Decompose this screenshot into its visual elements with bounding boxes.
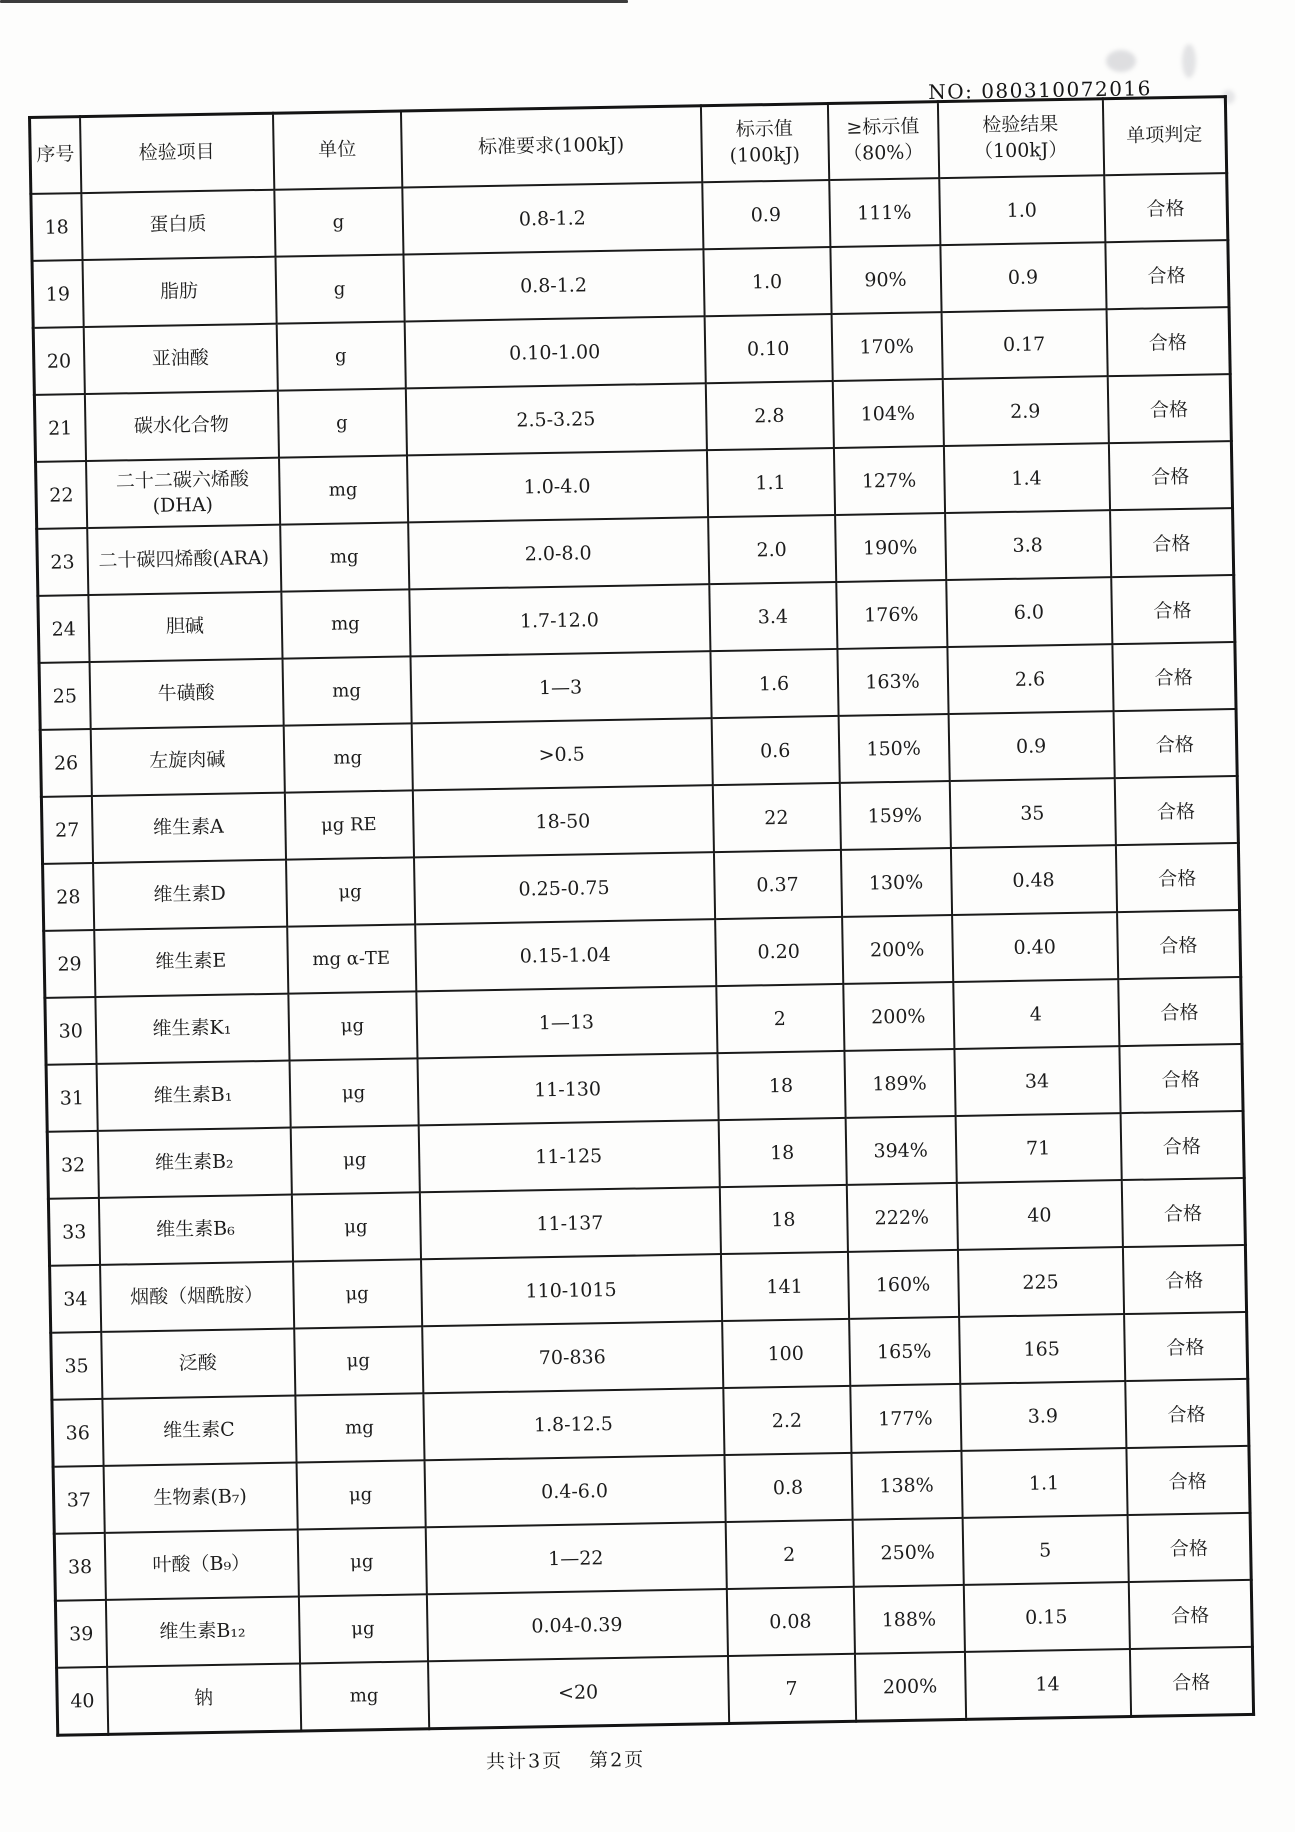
cell-judgment: 合格: [1127, 1513, 1251, 1582]
cell-serial-number: 36: [52, 1399, 103, 1467]
cell-test-item: 左旋肉碱: [90, 726, 284, 796]
cell-serial-number: 35: [51, 1332, 102, 1400]
cell-unit: μg: [296, 1460, 425, 1529]
cell-standard-requirement: 11-130: [417, 1053, 718, 1125]
cell-judgment: 合格: [1126, 1446, 1250, 1515]
cell-standard-requirement: 0.15-1.04: [415, 919, 716, 991]
cell-test-item: 烟酸（烟酰胺）: [100, 1262, 294, 1332]
cell-test-item: 二十碳四烯酸(ARA): [87, 525, 281, 595]
cell-judgment: 合格: [1106, 307, 1230, 376]
cell-labeled-value: 2: [725, 1520, 853, 1589]
cell-unit: μg: [293, 1259, 422, 1328]
header-cell-item: 检验项目: [80, 113, 274, 193]
cell-percent-of-labeled: 150%: [838, 714, 949, 783]
cell-percent-of-labeled: 159%: [839, 781, 950, 850]
cell-standard-requirement: 2.5-3.25: [405, 383, 706, 455]
cell-serial-number: 34: [50, 1265, 101, 1333]
cell-test-result: 1.4: [943, 443, 1109, 513]
cell-labeled-value: 100: [722, 1319, 850, 1388]
cell-judgment: 合格: [1113, 709, 1237, 778]
cell-test-item: 蛋白质: [81, 190, 275, 260]
cell-standard-requirement: 0.4-6.0: [424, 1455, 725, 1527]
cell-percent-of-labeled: 130%: [840, 848, 951, 917]
cell-percent-of-labeled: 190%: [835, 513, 946, 582]
cell-serial-number: 32: [47, 1131, 98, 1199]
cell-labeled-value: 18: [718, 1118, 846, 1187]
cell-test-result: 3.8: [945, 510, 1111, 580]
cell-percent-of-labeled: 200%: [854, 1652, 965, 1721]
cell-judgment: 合格: [1117, 910, 1241, 979]
cell-test-item: 牛磺酸: [89, 659, 283, 729]
cell-judgment: 合格: [1107, 374, 1231, 443]
scan-smudge: [1106, 50, 1136, 72]
cell-unit: μg RE: [284, 790, 413, 859]
cell-judgment: 合格: [1119, 1044, 1243, 1113]
cell-judgment: 合格: [1111, 575, 1235, 644]
cell-test-item: 维生素E: [94, 927, 288, 997]
cell-percent-of-labeled: 176%: [836, 580, 947, 649]
cell-unit: mg: [280, 522, 409, 591]
cell-test-result: 225: [957, 1247, 1123, 1317]
cell-test-item: 胆碱: [88, 592, 282, 662]
cell-serial-number: 22: [36, 461, 87, 529]
cell-standard-requirement: >0.5: [411, 718, 712, 790]
header-cell-unit: 单位: [272, 111, 401, 190]
cell-test-result: 0.17: [941, 309, 1107, 379]
cell-standard-requirement: 1—3: [410, 651, 711, 723]
cell-labeled-value: 2.0: [708, 515, 836, 584]
cell-judgment: 合格: [1105, 240, 1229, 309]
cell-serial-number: 20: [33, 327, 84, 395]
cell-serial-number: 23: [37, 528, 88, 596]
cell-judgment: 合格: [1118, 977, 1242, 1046]
cell-serial-number: 29: [44, 930, 95, 998]
header-cell-no: 序号: [30, 117, 81, 194]
cell-labeled-value: 22: [712, 783, 840, 852]
cell-test-result: 14: [964, 1649, 1130, 1719]
cell-test-result: 165: [959, 1314, 1125, 1384]
cell-judgment: 合格: [1108, 441, 1232, 510]
cell-standard-requirement: <20: [428, 1656, 729, 1729]
cell-labeled-value: 0.10: [704, 314, 832, 383]
header-cell-result: 检验结果 （100kJ）: [937, 99, 1103, 178]
cell-serial-number: 37: [53, 1466, 104, 1534]
cell-labeled-value: 18: [717, 1051, 845, 1120]
cell-unit: μg: [286, 857, 415, 926]
cell-serial-number: 24: [38, 595, 89, 663]
cell-standard-requirement: 110-1015: [421, 1254, 722, 1326]
page-footer: [486, 1745, 646, 1774]
cell-test-result: 0.40: [952, 912, 1118, 982]
cell-judgment: 合格: [1122, 1245, 1246, 1314]
cell-test-item: 维生素B₂: [97, 1128, 291, 1198]
cell-test-item: 维生素D: [93, 860, 287, 930]
cell-percent-of-labeled: 104%: [832, 379, 943, 448]
cell-labeled-value: 18: [719, 1185, 847, 1254]
cell-serial-number: 38: [54, 1533, 105, 1601]
cell-percent-of-labeled: 111%: [829, 178, 940, 247]
cell-judgment: 合格: [1125, 1379, 1249, 1448]
cell-percent-of-labeled: 138%: [851, 1451, 962, 1520]
cell-judgment: 合格: [1128, 1580, 1252, 1649]
cell-percent-of-labeled: 90%: [830, 245, 941, 314]
cell-test-result: 71: [955, 1113, 1121, 1183]
cell-test-result: 2.9: [942, 376, 1108, 446]
cell-labeled-value: 1.1: [706, 448, 834, 517]
cell-serial-number: 28: [43, 863, 94, 931]
cell-unit: g: [275, 254, 404, 323]
scan-artifact-line: [0, 0, 628, 3]
cell-unit: g: [276, 321, 405, 390]
cell-unit: mg: [283, 723, 412, 792]
cell-labeled-value: 0.6: [711, 716, 839, 785]
cell-serial-number: 26: [40, 729, 91, 797]
cell-unit: mg: [300, 1661, 429, 1731]
cell-test-result: 5: [962, 1515, 1128, 1585]
scan-smudge: [1182, 44, 1196, 78]
cell-test-item: 维生素B₁: [96, 1061, 290, 1131]
cell-serial-number: 21: [34, 394, 85, 462]
cell-serial-number: 39: [55, 1600, 106, 1668]
cell-labeled-value: 3.4: [709, 582, 837, 651]
header-cell-labeled-value: 标示值 (100kJ): [700, 104, 828, 183]
cell-labeled-value: 0.08: [726, 1587, 854, 1656]
cell-judgment: 合格: [1114, 776, 1238, 845]
cell-standard-requirement: 11-125: [418, 1120, 719, 1192]
cell-standard-requirement: 11-137: [419, 1187, 720, 1259]
cell-test-item: 碳水化合物: [84, 391, 278, 461]
cell-unit: μg: [288, 991, 417, 1060]
cell-test-item: 钠: [107, 1663, 301, 1734]
cell-test-result: 34: [954, 1046, 1120, 1116]
cell-unit: mg α-TE: [287, 924, 416, 993]
cell-judgment: 合格: [1124, 1312, 1248, 1381]
cell-unit: mg: [279, 455, 408, 524]
cell-test-result: 35: [949, 778, 1115, 848]
cell-percent-of-labeled: 222%: [846, 1183, 957, 1252]
cell-labeled-value: 2: [716, 984, 844, 1053]
cell-unit: μg: [289, 1058, 418, 1127]
cell-judgment: 合格: [1115, 843, 1239, 912]
cell-percent-of-labeled: 177%: [850, 1384, 961, 1453]
footer-current-page: 第2页: [588, 1748, 646, 1772]
cell-labeled-value: 2.2: [723, 1386, 851, 1455]
header-cell-percent: ≥标示值 （80%）: [827, 102, 938, 180]
cell-standard-requirement: 1.7-12.0: [409, 584, 710, 656]
cell-test-result: 40: [956, 1180, 1122, 1250]
cell-unit: g: [277, 388, 406, 457]
cell-labeled-value: 0.20: [715, 917, 843, 986]
cell-labeled-value: 0.9: [702, 180, 830, 249]
cell-percent-of-labeled: 170%: [831, 312, 942, 381]
cell-unit: μg: [291, 1192, 420, 1261]
cell-unit: μg: [290, 1125, 419, 1194]
cell-standard-requirement: 1.0-4.0: [406, 450, 707, 522]
cell-test-item: 维生素C: [102, 1396, 296, 1466]
cell-standard-requirement: 70-836: [422, 1321, 723, 1393]
cell-test-item: 亚油酸: [83, 324, 277, 394]
cell-standard-requirement: 1—22: [425, 1522, 726, 1594]
cell-judgment: 合格: [1112, 642, 1236, 711]
cell-serial-number: 27: [41, 796, 92, 864]
cell-test-item: 脂肪: [82, 257, 276, 327]
cell-percent-of-labeled: 200%: [843, 982, 954, 1051]
cell-standard-requirement: 2.0-8.0: [408, 517, 709, 589]
cell-serial-number: 19: [32, 260, 83, 328]
cell-labeled-value: 1.6: [710, 649, 838, 718]
cell-test-result: 0.15: [963, 1582, 1129, 1652]
cell-labeled-value: 7: [727, 1654, 855, 1724]
cell-test-item: 叶酸（B₉）: [104, 1530, 298, 1600]
cell-percent-of-labeled: 188%: [853, 1585, 964, 1654]
cell-test-result: 1.0: [939, 175, 1105, 245]
cell-standard-requirement: 0.10-1.00: [404, 316, 705, 388]
cell-test-result: 4: [953, 979, 1119, 1049]
cell-unit: μg: [298, 1594, 427, 1663]
cell-serial-number: 31: [46, 1064, 97, 1132]
cell-labeled-value: 1.0: [703, 247, 831, 316]
cell-serial-number: 40: [57, 1667, 108, 1735]
cell-standard-requirement: 1.8-12.5: [423, 1388, 724, 1460]
cell-test-result: 2.6: [947, 644, 1113, 714]
cell-unit: mg: [295, 1393, 424, 1462]
cell-serial-number: 30: [45, 997, 96, 1065]
cell-standard-requirement: 1—13: [416, 986, 717, 1058]
cell-standard-requirement: 0.25-0.75: [413, 852, 714, 924]
cell-test-result: 3.9: [960, 1381, 1126, 1451]
cell-percent-of-labeled: 165%: [849, 1317, 960, 1386]
cell-unit: μg: [297, 1527, 426, 1596]
cell-labeled-value: 0.37: [713, 850, 841, 919]
cell-judgment: 合格: [1104, 173, 1228, 242]
cell-test-item: 泛酸: [101, 1329, 295, 1399]
cell-labeled-value: 0.8: [724, 1453, 852, 1522]
cell-percent-of-labeled: 163%: [837, 647, 948, 716]
footer-total-pages: 共计3页: [485, 1750, 564, 1774]
header-cell-standard: 标准要求(100kJ): [400, 106, 701, 188]
cell-serial-number: 33: [48, 1198, 99, 1266]
cell-serial-number: 25: [39, 662, 90, 730]
header-cell-judgment: 单项判定: [1102, 97, 1226, 176]
cell-labeled-value: 2.8: [705, 381, 833, 450]
cell-percent-of-labeled: 160%: [847, 1250, 958, 1319]
cell-test-item: 二十二碳六烯酸 (DHA): [86, 458, 280, 528]
cell-test-item: 维生素K₁: [95, 994, 289, 1064]
cell-labeled-value: 141: [720, 1252, 848, 1321]
cell-test-result: 0.9: [940, 242, 1106, 312]
cell-judgment: 合格: [1129, 1647, 1253, 1717]
cell-unit: μg: [294, 1326, 423, 1395]
report-number: NO: 080310072016: [928, 76, 1153, 104]
cell-percent-of-labeled: 250%: [852, 1518, 963, 1587]
cell-standard-requirement: 18-50: [412, 785, 713, 857]
cell-test-item: 维生素B₁₂: [105, 1597, 299, 1667]
cell-test-item: 生物素(B₇): [103, 1463, 297, 1533]
cell-serial-number: 18: [31, 193, 82, 261]
cell-test-result: 1.1: [961, 1448, 1127, 1518]
cell-test-result: 6.0: [946, 577, 1112, 647]
cell-standard-requirement: 0.8-1.2: [403, 249, 704, 321]
cell-percent-of-labeled: 394%: [845, 1116, 956, 1185]
cell-standard-requirement: 0.8-1.2: [402, 182, 703, 254]
cell-unit: mg: [281, 589, 410, 658]
cell-unit: mg: [282, 656, 411, 725]
cell-test-item: 维生素B₆: [98, 1195, 292, 1265]
cell-standard-requirement: 0.04-0.39: [426, 1589, 727, 1661]
cell-unit: g: [274, 187, 403, 256]
inspection-results-table: [28, 95, 1255, 1737]
cell-percent-of-labeled: 200%: [842, 915, 953, 984]
cell-judgment: 合格: [1110, 508, 1234, 577]
cell-judgment: 合格: [1121, 1178, 1245, 1247]
cell-percent-of-labeled: 127%: [833, 446, 944, 515]
cell-test-item: 维生素A: [91, 793, 285, 863]
cell-percent-of-labeled: 189%: [844, 1049, 955, 1118]
cell-judgment: 合格: [1120, 1111, 1244, 1180]
cell-test-result: 0.9: [948, 711, 1114, 781]
cell-test-result: 0.48: [950, 845, 1116, 915]
